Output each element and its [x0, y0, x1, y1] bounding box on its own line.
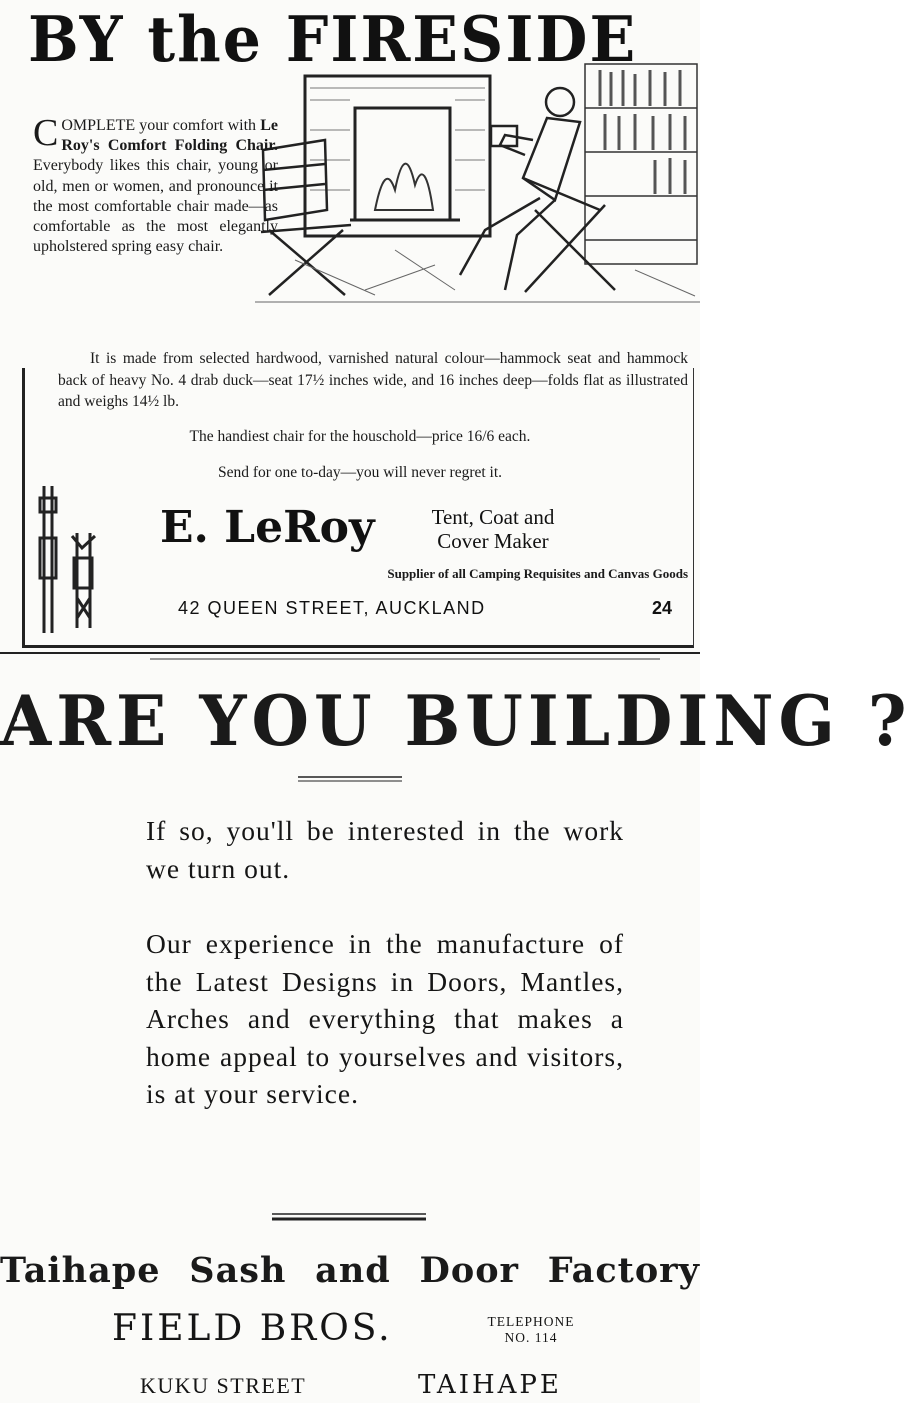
telephone-label: TELEPHONE: [487, 1314, 575, 1329]
factory-word: and: [315, 1250, 391, 1291]
factory-name: [0, 1250, 700, 1291]
factory-word: Factory: [547, 1250, 700, 1291]
intro-lead: OMPLETE your comfort with: [61, 117, 261, 134]
interest-paragraph: If so, you'll be interested in the work we turn out.: [146, 815, 624, 884]
ornamental-rule-bottom: [272, 1212, 426, 1222]
fireside-reading-illustration: [255, 60, 700, 308]
building-headline: ARE YOU BUILDING ?: [0, 680, 912, 762]
folded-chair-poles-illustration: [32, 478, 112, 638]
fireplace-opening: [355, 108, 450, 220]
street-name: KUKU STREET: [140, 1373, 307, 1398]
fire-flames: [375, 164, 433, 210]
ornamental-rule-top: [298, 775, 402, 783]
price-line: The handiest chair for the houschold—price 16/6 each.: [189, 428, 531, 445]
factory-word: Taihape: [0, 1250, 161, 1291]
advertisement-divider: [0, 650, 700, 664]
factory-word: Sash: [189, 1250, 287, 1291]
trade-line-2: Cover Maker: [437, 529, 549, 553]
town-name: TAIHAPE: [418, 1370, 562, 1400]
factory-word: Door: [419, 1250, 519, 1291]
intro-brand: Le Roy's Comfort Folding Chair.: [61, 117, 278, 155]
fireside-headline: BY the FIRESIDE: [28, 3, 638, 77]
fireside-intro-paragraph: [33, 112, 278, 257]
supplier-line: Supplier of all Camping Requisites and Canvas Goods: [387, 566, 688, 581]
auckland-address: 42 QUEEN STREET, AUCKLAND: [178, 598, 486, 618]
drop-cap: C: [33, 112, 59, 154]
brand-name: E. LeRoy: [160, 502, 375, 553]
experience-paragraph: Our experience in the manufacture of the Latest Designs in Doors, Mantles, Arches and everything that makes a home appeal to yourselves and visitors, is at your service.: [146, 928, 624, 1109]
trade-line-1: Tent, Coat and: [431, 505, 555, 529]
telephone-number: NO. 114: [504, 1330, 558, 1345]
telephone-block: [468, 1314, 594, 1346]
intro-rest: Everybody likes this chair, young or old, men or women, and pronounce it the most comfortable chair made—as comfortable as the most elegantly upholstered spring easy chair.: [33, 157, 278, 256]
firm-name: FIELD BROS.: [112, 1308, 393, 1349]
ad-number: 24: [652, 598, 673, 618]
call-to-action: Send for one to-day—you will never regret it.: [217, 464, 503, 481]
trade-description: [398, 505, 588, 553]
chair-description: It is made from selected hardwood, varnished natural colour—hammock seat and hammock back of heavy No. 4 drab duck—seat 17½ inches wide, and 16 inches deep—folds flat as illustrated and weighs 14½ lb.: [58, 350, 688, 410]
bookshelves: [585, 64, 697, 264]
